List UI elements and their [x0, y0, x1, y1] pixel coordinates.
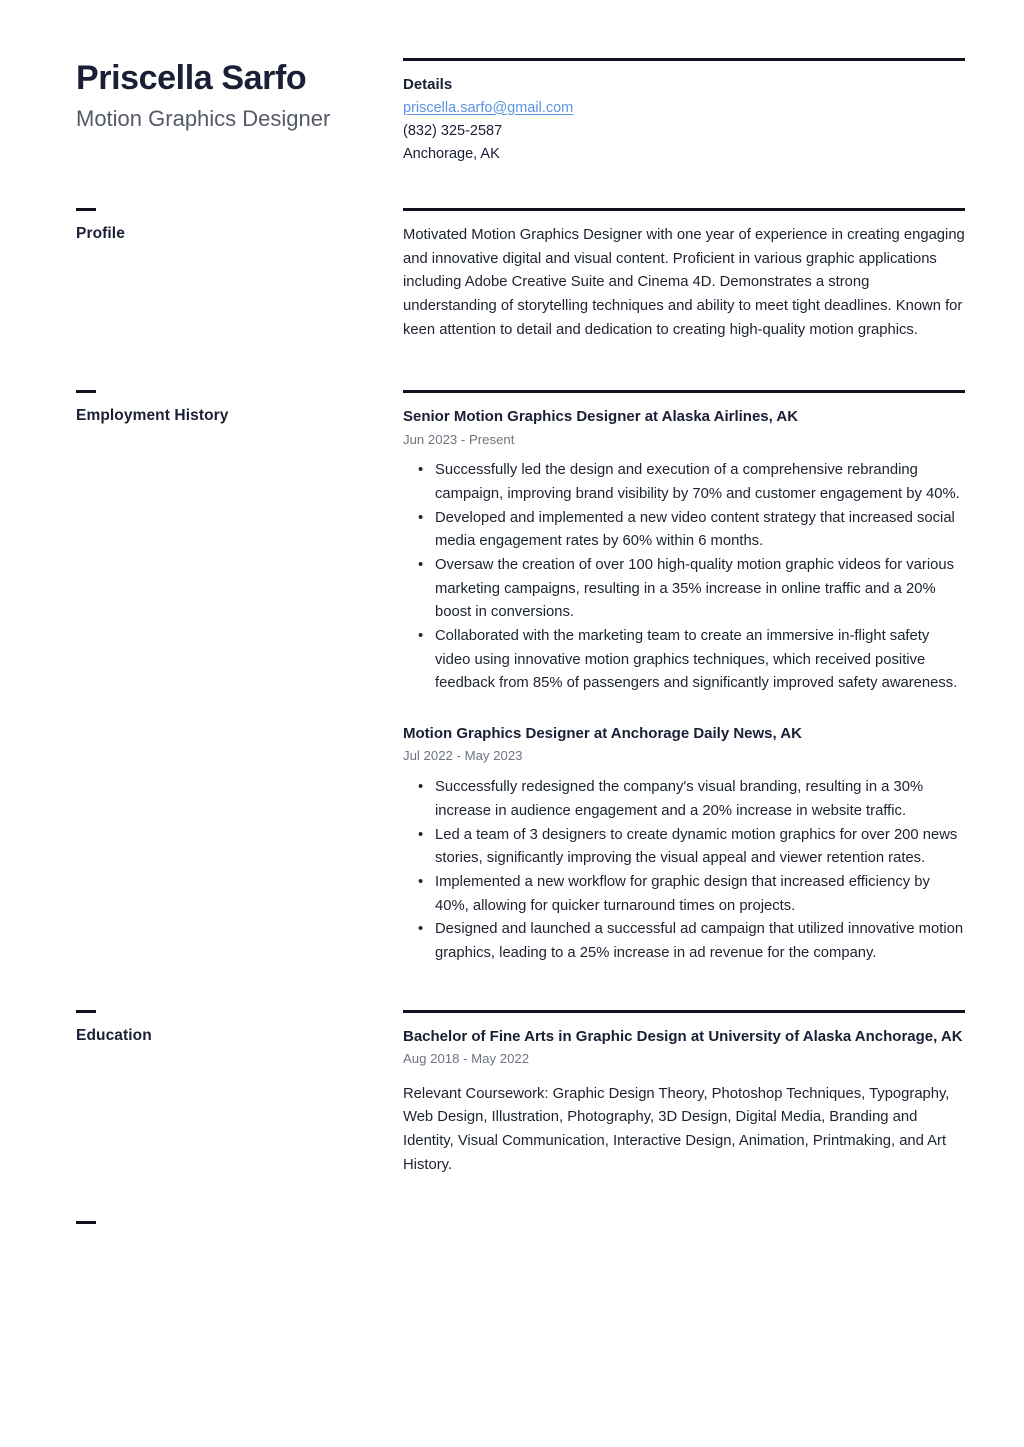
education-divider — [403, 1010, 965, 1013]
employment-entry-title: Motion Graphics Designer at Anchorage Daily News, AK — [403, 725, 802, 743]
details-heading: Details — [403, 76, 453, 93]
next-section-label-column — [76, 1221, 403, 1224]
employment-label-dash — [76, 390, 96, 393]
section-label-profile: Profile — [76, 224, 125, 242]
list-item: • Successfully redesigned the company's visual branding, resulting in a 30% increase in audience engagement and a 20% increase in website traffic. — [435, 776, 965, 823]
employment-content — [403, 390, 965, 965]
email-link[interactable]: priscella.sarfo@gmail.com — [403, 99, 574, 116]
education-section — [0, 1010, 1024, 1178]
list-item: • Oversaw the creation of over 100 high-quality motion graphic videos for various marketing campaigns, resulting in a 35% increase in online traffic and a 20% boost in conversions. — [435, 554, 965, 625]
employment-entry — [403, 723, 965, 965]
profile-text: Motivated Motion Graphics Designer with one year of experience in creating engaging and innovative digital and visual content. Proficient in various graphic applications including Adobe Creative Suite and Cinema 4D. Demonstrates a strong understanding of storytelling techniques and ability to meet tight deadlines. Known for keen attention to detail and dedication to creating high-quality motion graphics. — [403, 226, 965, 338]
details-email-row — [403, 97, 965, 120]
section-label-education: Education — [76, 1026, 152, 1044]
employment-section — [0, 390, 1024, 965]
list-item: • Implemented a new workflow for graphic design that increased efficiency by 40%, allowing for quicker turnaround times on projects. — [435, 871, 965, 918]
list-item: • Collaborated with the marketing team to create an immersive in-flight safety video using innovative motion graphics techniques, which received positive feedback from 85% of passengers and significantly improved safety awareness. — [435, 625, 965, 696]
profile-divider — [403, 208, 965, 211]
education-content — [403, 1010, 965, 1178]
profile-label-dash — [76, 208, 96, 211]
education-entry-coursework: Relevant Coursework: Graphic Design Theory, Photoshop Techniques, Typography, Web Design, Illustration, Photography, 3D Design, Digital Media, Branding and Identity, Visual Communication, Interactive Design, Animation, Printmaking, and Art History. — [403, 1085, 950, 1173]
education-entry-title: Bachelor of Fine Arts in Graphic Design at University of Alaska Anchorage, AK — [403, 1027, 963, 1045]
next-section-label-dash — [76, 1221, 96, 1224]
list-item: • Successfully led the design and execution of a comprehensive rebranding campaign, improving brand visibility by 70% and customer engagement by 40%. — [435, 459, 965, 506]
details-divider — [403, 58, 965, 61]
employment-entry-title: Senior Motion Graphics Designer at Alaska Airlines, AK — [403, 408, 799, 426]
list-item: • Led a team of 3 designers to create dynamic motion graphics for over 200 news stories, significantly improving the visual appeal and viewer retention rates. — [435, 824, 965, 871]
employment-entry-date: Jun 2023 - Present — [403, 431, 515, 447]
details-section — [403, 58, 965, 167]
section-label-employment: Employment History — [76, 407, 229, 425]
education-label-dash — [76, 1010, 96, 1013]
profile-label-column — [76, 208, 403, 342]
next-section-partial — [0, 1221, 1024, 1224]
employment-entry-bullets — [403, 776, 965, 965]
employment-entry-date: Jul 2022 - May 2023 — [403, 748, 523, 764]
profile-content — [403, 208, 965, 342]
employment-entry-bullets — [403, 459, 965, 696]
employment-divider — [403, 390, 965, 393]
next-section-content — [403, 1221, 965, 1224]
education-label-column — [76, 1010, 403, 1178]
candidate-name: Priscella Sarfo — [76, 59, 307, 97]
candidate-job-title: Motion Graphics Designer — [76, 106, 331, 132]
education-entry — [403, 1026, 965, 1178]
details-location: Anchorage, AK — [403, 146, 500, 163]
employment-label-column — [76, 390, 403, 965]
header-section — [0, 0, 1024, 167]
profile-section — [0, 208, 1024, 342]
employment-entry — [403, 406, 965, 696]
header-identity — [76, 58, 403, 167]
list-item: • Developed and implemented a new video content strategy that increased social media engagement rates by 60% within 6 months. — [435, 507, 965, 554]
list-item: • Designed and launched a successful ad campaign that utilized innovative motion graphics, leading to a 25% increase in ad revenue for the company. — [435, 918, 965, 965]
education-entry-date: Aug 2018 - May 2022 — [403, 1050, 530, 1066]
details-phone: (832) 325-2587 — [403, 122, 503, 139]
